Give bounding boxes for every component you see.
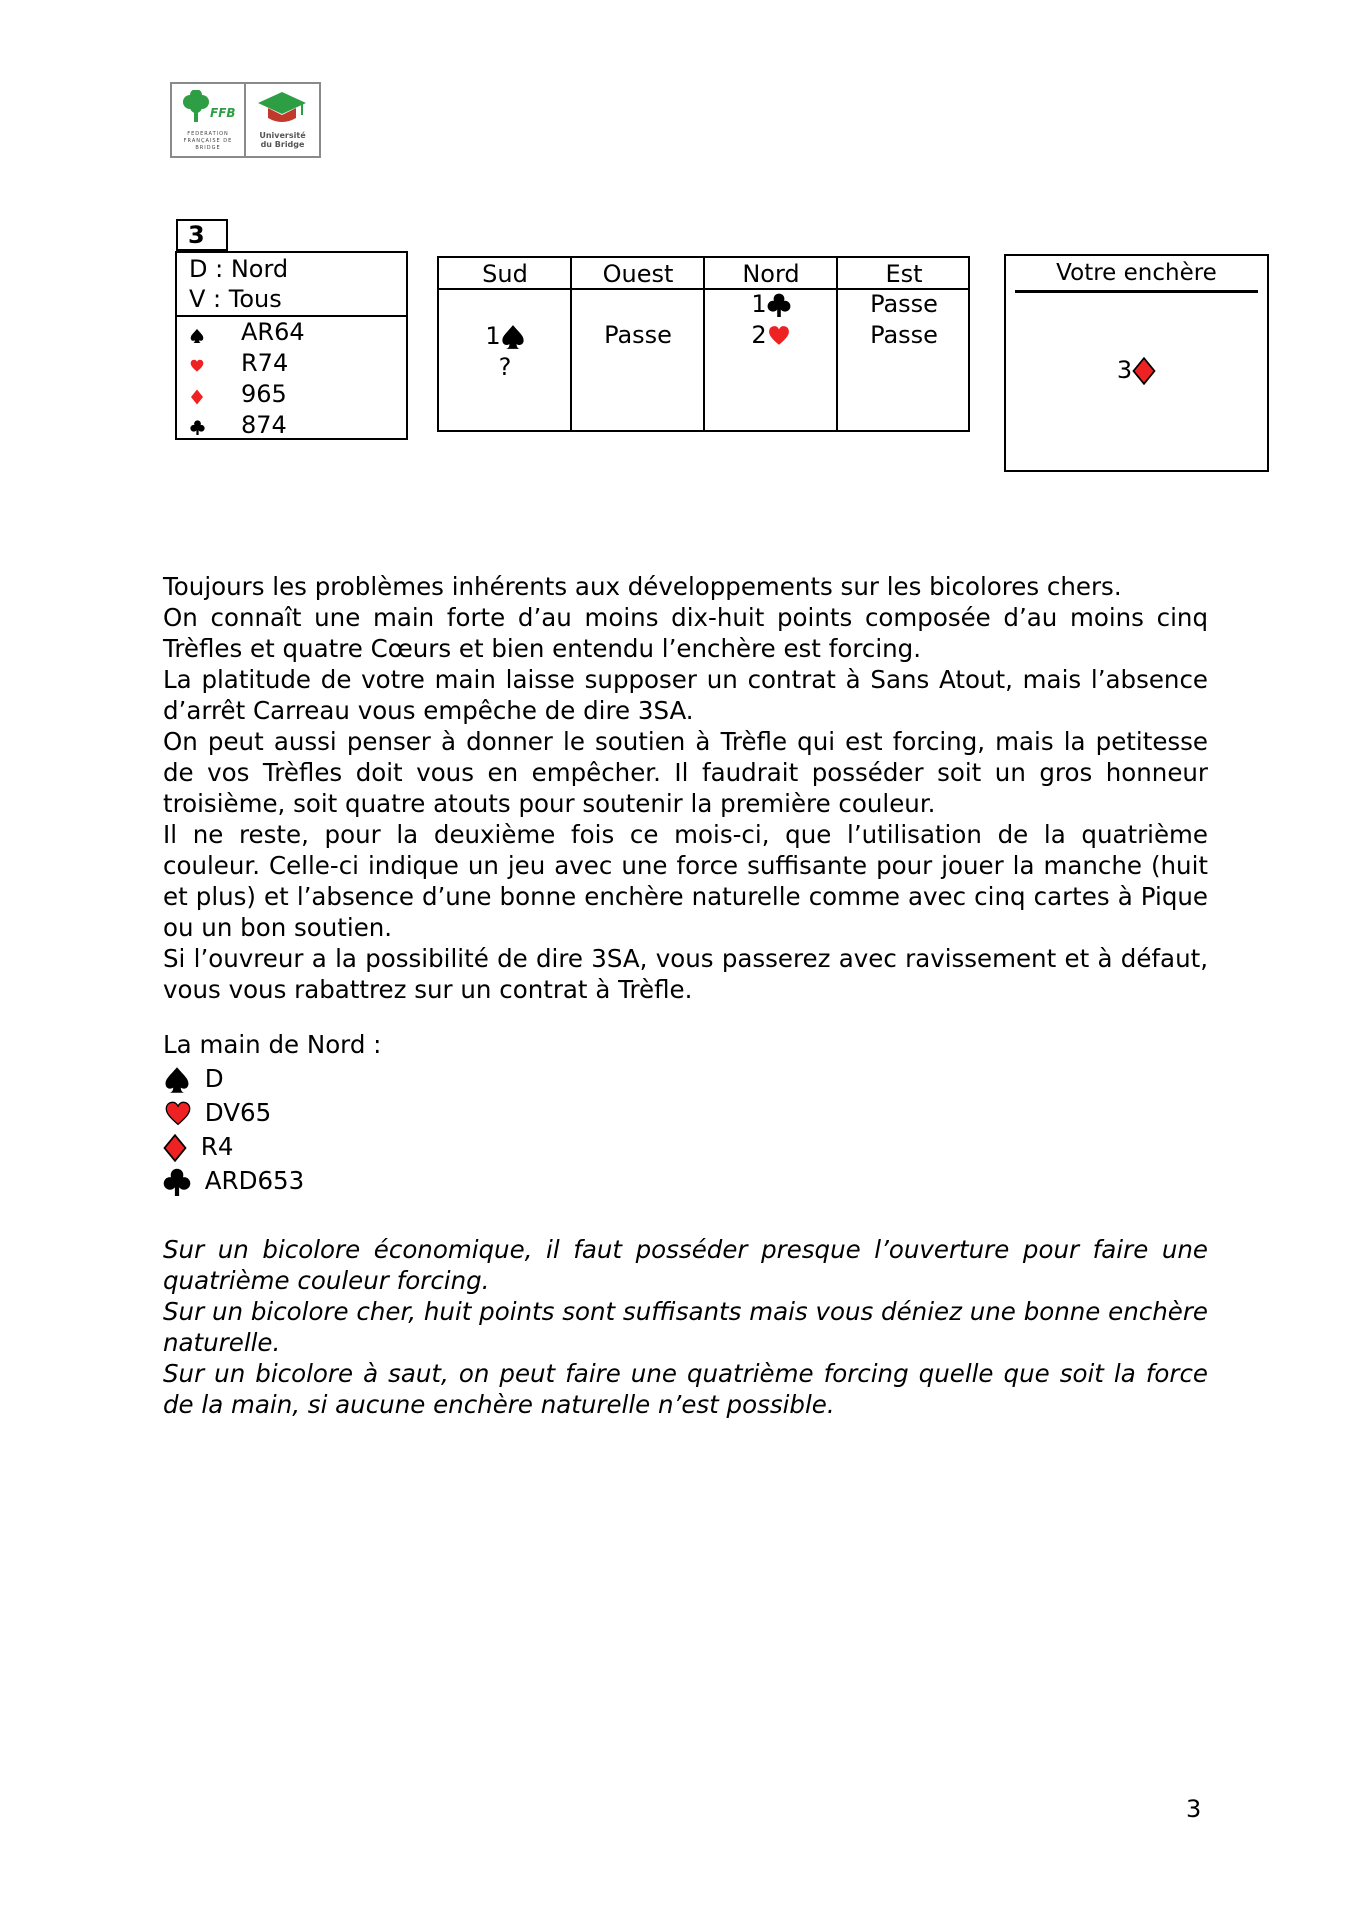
bid-sud-1 <box>439 321 571 351</box>
hearts-holding: R74 <box>241 349 289 377</box>
bid-ouest-1: Passe <box>604 321 672 349</box>
heart-icon <box>767 325 791 347</box>
explanation-paragraph: On peut aussi penser à donner le soutien à Trèfle qui est forcing, mais la petitesse de vos Trèfles doit vous en empêcher. Il faudrait posséder soit un gros honneur troisième, soit quatre atouts pour soutenir la première couleur. <box>163 727 1208 818</box>
north-diamonds: R4 <box>200 1132 234 1161</box>
conclusion-text <box>163 1234 1208 1420</box>
vulnerability-line: V : Tous <box>189 285 282 313</box>
heart-icon <box>163 1101 193 1127</box>
bid-est-2: Passe <box>870 321 938 349</box>
north-spades: D <box>204 1064 224 1093</box>
club-icon <box>767 292 791 318</box>
conclusion-paragraph: Sur un bicolore à saut, on peut faire une quatrième forcing quelle que soit la force de la main, si aucune enchère naturelle n’est possible. <box>163 1359 1208 1419</box>
graduation-cap-icon <box>256 90 308 126</box>
bid-level: 2 <box>751 321 767 349</box>
universite-line2: du Bridge <box>260 140 305 149</box>
ffb-abbr: FFB <box>210 106 236 120</box>
explanation-paragraph: Toujours les problèmes inhérents aux développements sur les bicolores chers. <box>163 572 1122 601</box>
answer-bid <box>1006 354 1267 386</box>
universite-text <box>246 131 319 149</box>
header-est: Est <box>885 260 923 288</box>
spade-icon <box>163 1066 191 1094</box>
clover-icon <box>180 90 212 124</box>
explanation-paragraph: Si l’ouvreur a la possibilité de dire 3SA, vous passerez avec ravissement et à défaut, vous vous rabattrez sur un contrat à Trèfle. <box>163 944 1208 1004</box>
bid-nord-2 <box>705 320 837 350</box>
explanation-paragraph: On connaît une main forte d’au moins dix-huit points composée d’au moins cinq Trèfles et quatre Cœurs et bien entendu l’enchère est forcing. <box>163 603 1208 663</box>
bid-level: 1 <box>751 290 767 318</box>
conclusion-paragraph: Sur un bicolore économique, il faut posséder presque l’ouverture pour faire une quatrième couleur forcing. <box>163 1235 1208 1295</box>
north-hand-title: La main de Nord : <box>163 1030 382 1059</box>
answer-bid-level: 3 <box>1116 356 1133 384</box>
spade-icon <box>501 324 525 350</box>
bid-est-1: Passe <box>870 290 938 318</box>
bidding-table <box>437 256 970 432</box>
bid-sud-2: ? <box>498 353 512 381</box>
bid-level: 1 <box>485 322 501 350</box>
club-icon <box>190 420 205 435</box>
header-ouest: Ouest <box>602 260 674 288</box>
conclusion-paragraph: Sur un bicolore cher, huit points sont suffisants mais vous déniez une bonne enchère naturelle. <box>163 1297 1208 1357</box>
answer-box <box>1004 254 1269 472</box>
north-hearts: DV65 <box>204 1098 272 1127</box>
ffb-name: FEDERATION FRANÇAISE DE BRIDGE <box>183 131 233 151</box>
page-number: 3 <box>1186 1795 1202 1823</box>
club-icon <box>163 1168 191 1196</box>
ffb-logo-left <box>172 84 246 156</box>
deal-number: 3 <box>176 219 228 251</box>
diamond-icon <box>1132 357 1156 385</box>
north-diamonds-line <box>163 1131 233 1163</box>
header-nord: Nord <box>742 260 800 288</box>
clubs-holding: 874 <box>241 411 287 439</box>
south-hand-box <box>175 251 408 440</box>
diamond-icon <box>191 389 203 405</box>
header-sud: Sud <box>482 260 528 288</box>
diamond-icon <box>163 1134 187 1162</box>
north-spades-line <box>163 1063 224 1095</box>
explanation-text <box>163 571 1208 1005</box>
bid-nord-1 <box>705 289 837 319</box>
spades-holding: AR64 <box>241 318 305 346</box>
north-clubs-line <box>163 1165 304 1197</box>
ffb-logo <box>170 82 321 158</box>
north-clubs: ARD653 <box>204 1166 305 1195</box>
answer-title: Votre enchère <box>1056 260 1217 286</box>
universite-line1: Université <box>259 131 306 140</box>
universite-logo <box>246 84 319 156</box>
diamonds-holding: 965 <box>241 380 287 408</box>
heart-icon <box>190 359 204 373</box>
dealer-line: D : Nord <box>189 255 289 283</box>
explanation-paragraph: La platitude de votre main laisse supposer un contrat à Sans Atout, mais l’absence d’arrêt Carreau vous empêche de dire 3SA. <box>163 665 1208 725</box>
spade-icon <box>190 328 204 344</box>
explanation-paragraph: Il ne reste, pour la deuxième fois ce mois-ci, que l’utilisation de la quatrième couleur. Celle-ci indique un jeu avec une force suffisante pour jouer la manche (huit et plus) et l’absence d’une bonne enchère naturelle comme avec cinq cartes à Pique ou un bon soutien. <box>163 820 1208 942</box>
north-hearts-line <box>163 1097 271 1129</box>
answer-rule <box>1015 290 1258 293</box>
